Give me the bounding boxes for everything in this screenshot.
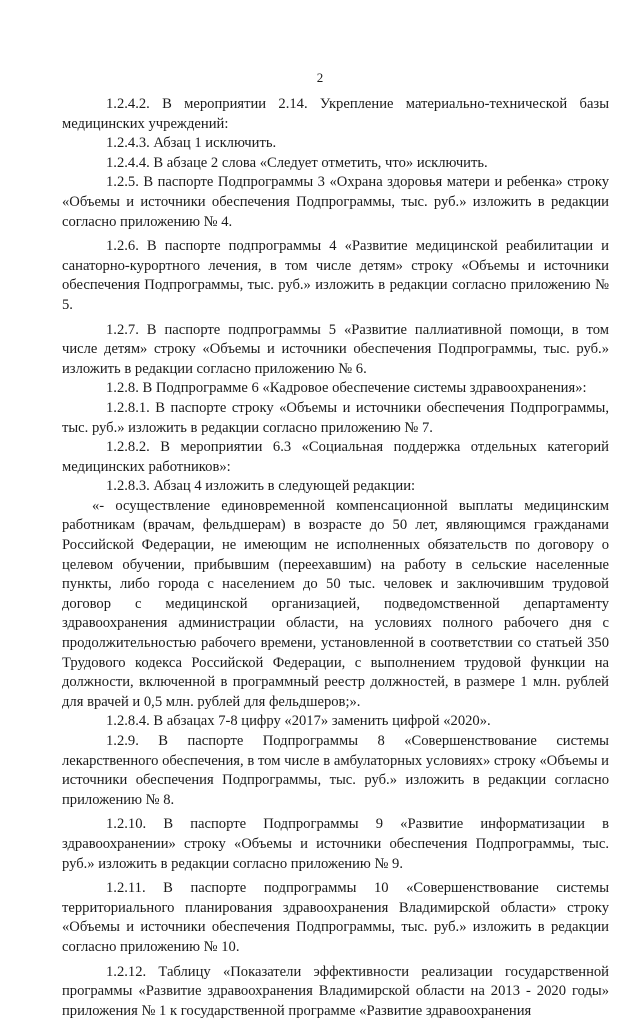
paragraph-1-2-6: 1.2.6. В паспорте подпрограммы 4 «Развитие медицинской реабилитации и санаторно-курортного лечения, в том числе детям» строку «Объемы и источники обеспечения Подпрограммы, тыс. руб.» изложить в редакции согласно приложению № 5.: [62, 238, 609, 313]
paragraph-quoted-edition: «- осуществление единовременной компенсационной выплаты медицинским работникам (врачам, фельдшерам) в возрасте до 50 лет, являющимся гражданами Российской Федерации, не имеющим не исполненных обязательств по договору о целевом обучении, прибывшим (переехавшим) на работу в сельские населенные пункты, либо города с населением до 50 тыс. человек и заключившим трудовой договор с медицинской организацией, подведомственной департаменту здравоохранения администрации области, на условиях полного рабочего дня с продолжительностью рабочего времени, установленной в соответствии со статьей 350 Трудового кодекса Российской Федерации, с выполнением трудовой функции на должности, включенной в программный реестр должностей, в размере 1 млн. рублей для врачей и 0,5 млн. рублей для фельдшеров;».: [62, 497, 609, 710]
paragraph-1-2-8-3: 1.2.8.3. Абзац 4 изложить в следующей редакции:: [106, 478, 416, 495]
paragraph-1-2-11: 1.2.11. В паспорте подпрограммы 10 «Совершенствование системы территориального планирования здравоохранения Владимирской области» строку «Объемы и источники обеспечения Подпрограммы, тыс. руб.» изложить в редакции согласно приложению № 10.: [62, 880, 609, 955]
paragraph-1-2-12: 1.2.12. Таблицу «Показатели эффективности реализации государственной программы «Развитие здравоохранения Владимирской области на 2013 - 2020 годы» приложения № 1 к государственной программе «Развитие здравоохранения: [62, 963, 609, 1019]
document-body: [62, 95, 609, 1021]
paragraph-1-2-5: 1.2.5. В паспорте Подпрограммы 3 «Охрана здоровья матери и ребенка» строку «Объемы и источники обеспечения Подпрограммы, тыс. руб.» изложить в редакции согласно приложению № 4.: [62, 174, 609, 230]
paragraph-1-2-8-1: 1.2.8.1. В паспорте строку «Объемы и источники обеспечения Подпрограммы, тыс. руб.» изложить в редакции согласно приложению № 7.: [62, 399, 609, 436]
paragraph-1-2-4-4: 1.2.4.4. В абзаце 2 слова «Следует отметить, что» исключить.: [106, 154, 488, 171]
paragraph-1-2-8: 1.2.8. В Подпрограмме 6 «Кадровое обеспечение системы здравоохранения»:: [106, 380, 587, 397]
paragraph-1-2-4-3: 1.2.4.3. Абзац 1 исключить.: [106, 135, 277, 152]
paragraph-1-2-9: 1.2.9. В паспорте Подпрограммы 8 «Совершенствование системы лекарственного обеспечения, в том числе в амбулаторных условиях» строку «Объемы и источники обеспечения Подпрограммы, тыс. руб.» изложить в редакции согласно приложению № 8.: [62, 733, 609, 808]
paragraph-1-2-8-4: 1.2.8.4. В абзацах 7-8 цифру «2017» заменить цифрой «2020».: [106, 713, 491, 730]
paragraph-1-2-7: 1.2.7. В паспорте подпрограммы 5 «Развитие паллиативной помощи, в том числе детям» строку «Объемы и источники обеспечения Подпрограммы, тыс. руб.» изложить в редакции согласно приложению № 6.: [62, 321, 609, 377]
page-number: 2: [316, 70, 324, 85]
paragraph-1-2-10: 1.2.10. В паспорте Подпрограммы 9 «Развитие информатизации в здравоохранении» строку «Объемы и источники обеспечения Подпрограммы, тыс. руб.» изложить в редакции согласно приложению № 9.: [62, 816, 609, 872]
paragraph-1-2-8-2: 1.2.8.2. В мероприятии 6.3 «Социальная поддержка отдельных категорий медицинских работников»:: [62, 439, 609, 475]
paragraph-1-2-4-2: 1.2.4.2. В мероприятии 2.14. Укрепление материально-технической базы медицинских учреждений:: [62, 96, 609, 132]
